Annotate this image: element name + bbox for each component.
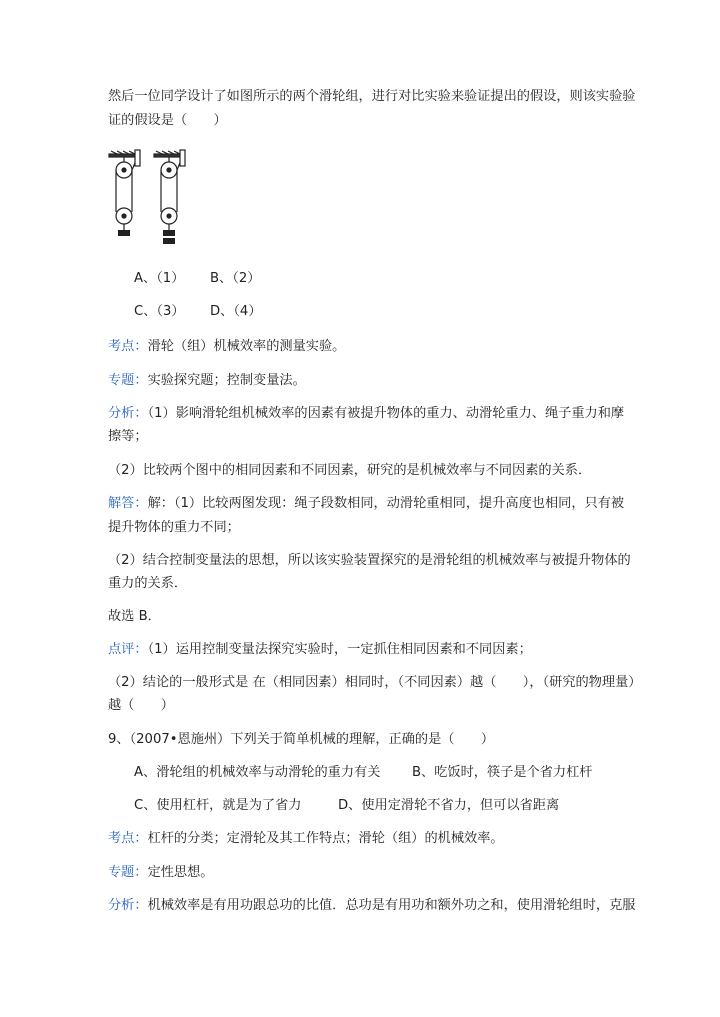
- q9-option-b-text: 吃饭时，筷子是个省力杠杆: [434, 765, 593, 780]
- option-d: [210, 303, 262, 321]
- dianping-1-text-1: （1）运用控制变量法探究实验时，一定抓住相同因素和不同因素；: [147, 642, 532, 657]
- fenxi-2-label: 分析：: [108, 898, 148, 913]
- option-c-text: （3）: [156, 304, 185, 319]
- q9-option-b-label: B、: [412, 765, 435, 780]
- q9-option-d-text: 使用定滑轮不省力，但可以省距离: [361, 798, 560, 813]
- dianping-1-line-2: （2）结论的一般形式是 在（相同因素）相同时，（不同因素）越（ ），（研究的物理量）: [108, 675, 642, 690]
- pulley-diagram-icon: [108, 148, 188, 248]
- zhuanti-1-text: 实验探究题；控制变量法。: [147, 373, 306, 388]
- kaodian-2-text: 杠杆的分类；定滑轮及其工作特点；滑轮（组）的机械效率。: [147, 831, 504, 846]
- q9-option-d: [338, 797, 559, 815]
- q9-option-d-label: D、: [338, 798, 362, 813]
- option-b: [210, 270, 260, 288]
- intro-line-1: 然后一位同学设计了如图所示的两个滑轮组，进行对比实验来验证提出的假设，则该实验验: [108, 89, 636, 104]
- jieda-1-label: 解答：: [108, 496, 148, 511]
- kaodian-1-text: 滑轮（组）机械效率的测量实验。: [147, 339, 346, 354]
- dianping-1-line-1: [108, 641, 532, 659]
- option-c: [134, 303, 185, 321]
- q9-option-a-text: 滑轮组的机械效率与动滑轮的重力有关: [156, 765, 381, 780]
- q9-option-b: [412, 764, 593, 782]
- pulley-figure: [108, 148, 188, 248]
- dianping-1-line-3: 越（ ）: [108, 698, 174, 713]
- kaodian-2-label: 考点：: [108, 831, 148, 846]
- dianping-1-label: 点评：: [108, 642, 148, 657]
- fenxi-1-line-3: （2）比较两个图中的相同因素和不同因素，研究的是机械效率与不同因素的关系．: [108, 463, 592, 478]
- option-c-label: C、: [134, 304, 157, 319]
- zhuanti-2-label: 专题：: [108, 865, 148, 880]
- jieda-1-line-5: 故选 B．: [108, 609, 161, 624]
- option-d-text: （4）: [233, 304, 262, 319]
- jieda-1-line-3: （2）结合控制变量法的思想，所以该实验装置探究的是滑轮组的机械效率与被提升物体的: [108, 553, 631, 568]
- zhuanti-2-text: 定性思想。: [147, 865, 214, 880]
- option-a-label: A、: [134, 271, 157, 286]
- q9-option-a-label: A、: [134, 765, 157, 780]
- zhuanti-1: [108, 372, 306, 390]
- jieda-1-line-2: 提升物体的重力不同；: [108, 520, 240, 535]
- fenxi-2-text: 机械效率是有用功跟总功的比值．总功是有用功和额外功之和，使用滑轮组时，克服: [147, 898, 636, 913]
- kaodian-1-label: 考点：: [108, 339, 148, 354]
- option-a: [134, 270, 184, 288]
- q9-option-a: [134, 764, 380, 782]
- jieda-1-text-1: 解：（1）比较两图发现：绳子段数相同，动滑轮重相同，提升高度也相同，只有被: [147, 496, 625, 511]
- q9-stem: 9、（2007•恩施州）下列关于简单机械的理解，正确的是（ ）: [108, 732, 495, 747]
- zhuanti-2: [108, 864, 214, 882]
- option-b-label: B、: [210, 271, 233, 286]
- q9-option-c-text: 使用杠杆，就是为了省力: [156, 798, 302, 813]
- fenxi-1-label: 分析：: [108, 406, 148, 421]
- intro-line-2: 证的假设是（ ）: [108, 113, 227, 128]
- fenxi-1-line-2: 擦等；: [108, 429, 148, 444]
- option-d-label: D、: [210, 304, 234, 319]
- kaodian-2: [108, 830, 504, 848]
- option-b-text: （2）: [232, 271, 261, 286]
- jieda-1-line-1: [108, 495, 624, 513]
- q9-option-c-label: C、: [134, 798, 157, 813]
- q9-option-c: [134, 797, 301, 815]
- fenxi-1-line-1: [108, 405, 624, 423]
- fenxi-1-text-1: （1）影响滑轮组机械效率的因素有被提升物体的重力、动滑轮重力、绳子重力和摩: [147, 406, 625, 421]
- zhuanti-1-label: 专题：: [108, 373, 148, 388]
- option-a-text: （1）: [156, 271, 185, 286]
- jieda-1-line-4: 重力的关系．: [108, 576, 188, 591]
- kaodian-1: [108, 338, 345, 356]
- fenxi-2: [108, 897, 636, 915]
